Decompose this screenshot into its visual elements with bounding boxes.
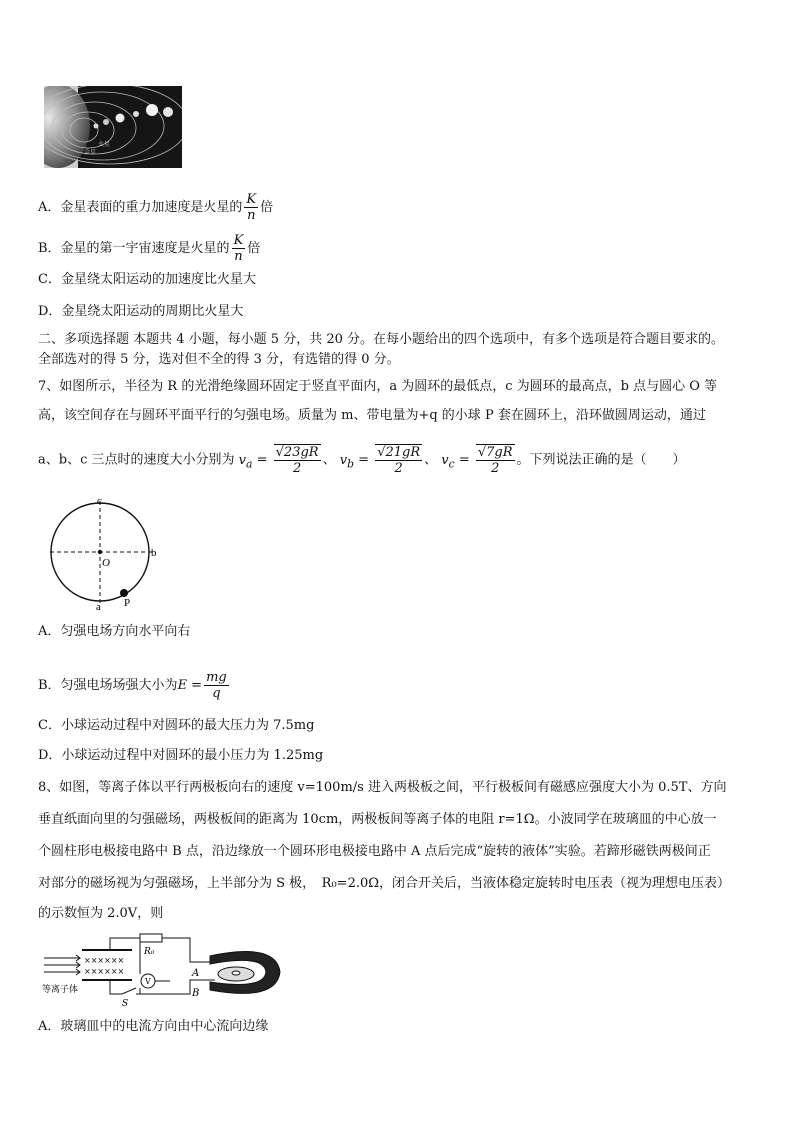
circuit-diagram	[40, 932, 290, 1008]
q8-stem-line2: 垂直纸面向里的匀强磁场，两极板间的距离为 10cm，两极板间等离子体的电阻 r=1Ω。小波同学在玻璃皿的中心放一	[38, 812, 717, 827]
q7-stem-line1: 7、如图所示，半径为 R 的光滑绝缘圆环固定于竖直平面内，a 为圆环的最低点，c 为圆环的最高点，b 点与圆心 O 等	[38, 379, 717, 394]
label-b: b	[151, 547, 157, 559]
svg-text:××××××: ××××××	[84, 967, 125, 976]
q6-option-d[interactable]: D．金星绕太阳运动的周期比火星大	[38, 304, 244, 319]
label-r0: R₀	[144, 947, 155, 957]
fraction-k-over-n: $\frac{K}{n}$	[233, 233, 244, 264]
center-point	[98, 550, 102, 554]
q7-option-a[interactable]: A．匀强电场方向水平向右	[38, 624, 191, 639]
q6-option-c[interactable]: C．金星绕太阳运动的加速度比火星大	[38, 272, 256, 287]
q6-option-b[interactable]: B．金星的第一宇宙速度是火星的 $\frac{K}{n}$ 倍	[38, 233, 261, 264]
label-c: c	[97, 496, 102, 507]
q7-stem-line2: 高，该空间存在与圆环平面平行的匀强电场。质量为 m、带电量为+q 的小球 P 套在圆环上，沿环做圆周运动，通过	[38, 408, 706, 423]
q6-option-a[interactable]: A．金星表面的重力加速度是火星的 $\frac{K}{n}$ 倍	[38, 192, 274, 223]
fraction-k-over-n: $\frac{K}{n}$	[246, 192, 257, 223]
field-fraction: $\frac{mg}{q}$	[206, 670, 227, 701]
label-b: B	[192, 988, 200, 999]
solar-system-image	[44, 86, 182, 168]
plasma-arrows	[44, 955, 80, 975]
svg-text:金星: 金星	[84, 149, 97, 156]
switch-s	[122, 988, 136, 994]
q7-stem-line3: a、b、c 三点时的速度大小分别为 $v_a$ = $\frac{√23gR}{2}$ 、 $v_b$ = $\frac{√21gR}{2}$ 、 $v_c$ = $\frac{√7gR}{2}$ 。下列说法正确的是（ ）	[38, 445, 686, 476]
section2-line1: 二、多项选择题 本题共 4 小题，每小题 5 分，共 20 分。在每小题给出的四个选项中，有多个选项是符合题目要求的。	[38, 332, 725, 347]
q7-option-d[interactable]: D．小球运动过程中对圆环的最小压力为 1.25mg	[38, 748, 324, 763]
label-o: O	[102, 557, 110, 569]
resistor-r0	[140, 934, 162, 942]
q7-option-c[interactable]: C．小球运动过程中对圆环的最大压力为 7.5mg	[38, 718, 315, 733]
svg-text:火星: 火星	[98, 141, 111, 148]
center-electrode	[232, 971, 240, 975]
q7-option-b[interactable]: B．匀强电场场强大小为E = $\frac{mg}{q}$	[38, 670, 227, 701]
q8-stem-line4: 对部分的磁场视为匀强磁场，上半部分为 S 极， R₀=2.0Ω，闭合开关后，当液体稳定旋转时电压表（视为理想电压表）	[38, 876, 731, 891]
plasma-label: 等离子体	[42, 985, 79, 995]
q8-stem-line3: 个圆柱形电极接电路中 B 点，沿边缘放一个圆环形电极接电路中 A 点后完成“旋转的液体”实验。若蹄形磁铁两极间正	[38, 844, 711, 859]
svg-text:××××××: ××××××	[84, 956, 125, 965]
section2-line2: 全部选对的得 5 分，选对但不全的得 3 分，有选错的得 0 分。	[38, 352, 400, 367]
vc-fraction: $\frac{√7gR}{2}$	[477, 445, 513, 476]
vb-fraction: $\frac{√21gR}{2}$	[377, 445, 421, 476]
label-p: P	[124, 597, 131, 609]
label-a: A	[192, 968, 200, 979]
va-fraction: $\frac{√23gR}{2}$	[275, 445, 319, 476]
ring-diagram	[40, 496, 170, 612]
ball-p	[120, 589, 128, 597]
label-v: V	[145, 977, 151, 986]
label-s: S	[122, 999, 129, 1008]
option-text: B．金星的第一宇宙速度是火星的	[38, 241, 230, 256]
q8-option-a[interactable]: A．玻璃皿中的电流方向由中心流向边缘	[38, 1019, 269, 1034]
q8-stem-line1: 8、如图，等离子体以平行两极板向右的速度 v=100m/s 进入两极板之间，平行极板间有磁感应强度大小为 0.5T、方向	[38, 780, 727, 795]
label-a: a	[96, 601, 101, 612]
option-text: A．金星表面的重力加速度是火星的	[38, 200, 243, 215]
q8-stem-line5: 的示数恒为 2.0V，则	[38, 906, 164, 921]
